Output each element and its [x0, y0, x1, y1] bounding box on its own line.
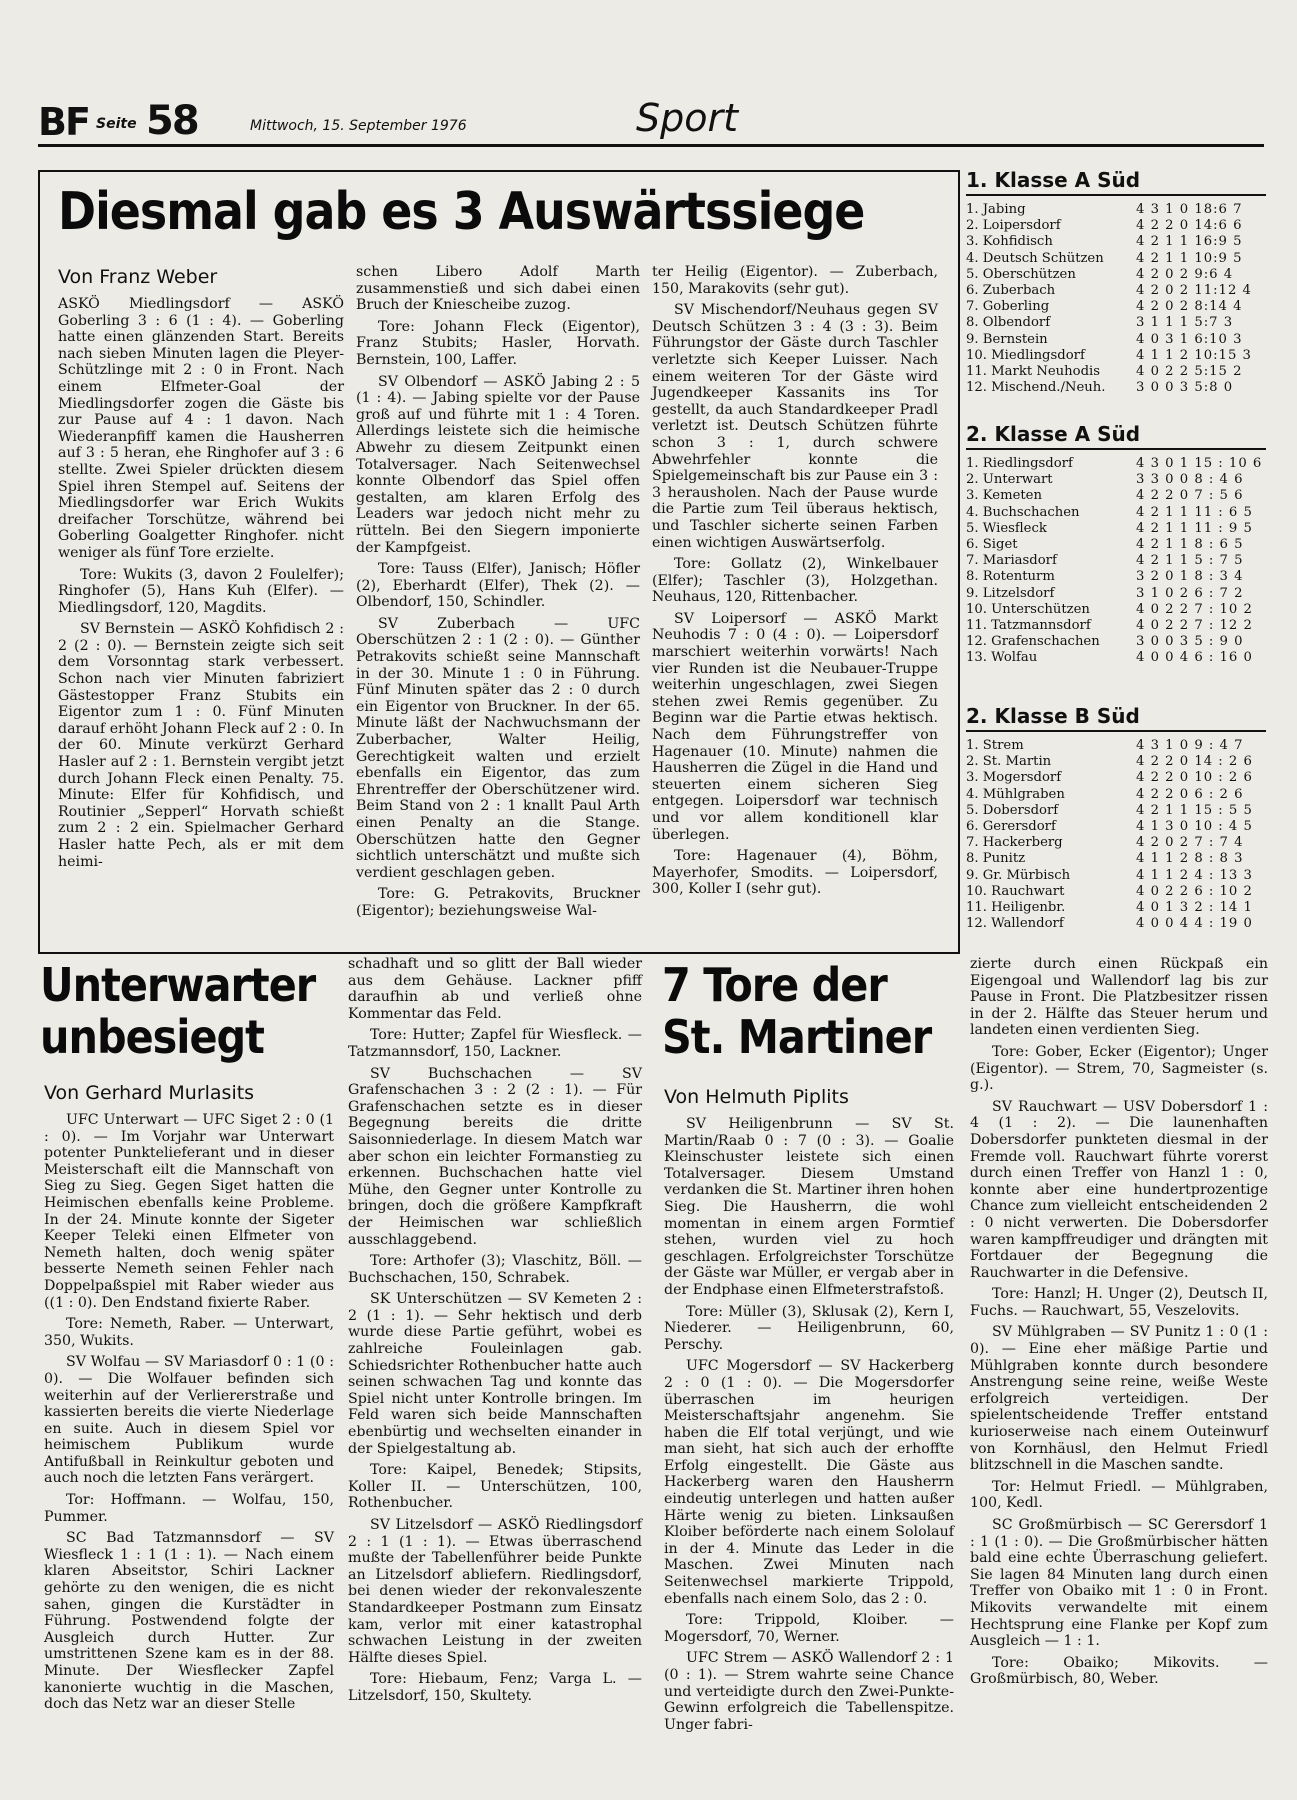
paragraph: SV Mischendorf/Neuhaus gegen SV Deutsch Schützen 3 : 4 (3 : 3). Beim Führungstor der Gäste durch Taschler verletzte sich Keeper Luisser. Nach einem weiteren Tor der Gäste wird Jugendkeeper Kassanits ins Tor gestellt, da auch Standardkeeper Pradl verletzt ist. Deutsch Schützen führte schon 3 : 1, durch schwere Abwehrfehler konnte die Spielgemeinschaft bis zur Pause ein 3 : 3 herausholen. Nach der Pause wurde die Partie zum Teil überaus hektisch, und Taschler sicherte seinen Farben einen wichtigen Auswärtserfolg. [652, 302, 938, 551]
unterwart-byline: Von Gerhard Murlasits [44, 1082, 255, 1104]
paragraph: Tore: Gober, Ecker (Eigentor); Unger (Eigentor). — Strem, 70, Sagmeister (s. g.). [970, 1043, 1268, 1094]
table-row: 3. Mogersdorf 4 2 2 0 10 : 2 6 [966, 770, 1253, 786]
table-row: 12. Mischend./Neuh. 3 0 0 3 5:8 0 [966, 380, 1234, 396]
paragraph: SV Litzelsdorf — ASKÖ Riedlingsdorf 2 : 1 (1 : 1). — Etwas überraschend mußte der Tabellenführer beide Punkte an Litzelsdorf abliefern. Riedlingsdorf, bei denen wieder der rekonvaleszente Standardkeeper Postmann zum Einsatz kam, verlor mit einer katastrophal schwachen Leistung in der zweiten Hälfte dieses Spiel. [348, 1517, 642, 1666]
paragraph: Tore: Nemeth, Raber. — Unterwart, 350, Wukits. [44, 1316, 334, 1349]
table-row: 9. Gr. Mürbisch 4 1 1 2 4 : 13 3 [966, 867, 1253, 883]
table-row: 2. St. Martin 4 2 2 0 14 : 2 6 [966, 754, 1253, 770]
seite-label: Seite [96, 116, 137, 132]
table-row: 1. Strem 4 3 1 0 9 : 4 7 [966, 738, 1244, 753]
main-column-1 [58, 296, 344, 875]
table-row: 1. Riedlingsdorf 4 3 0 1 15 : 10 6 [966, 456, 1263, 471]
paragraph: Tore: Wukits (3, davon 2 Foulelfer); Ringhofer (5), Hans Kuh (Elfer). — Miedlingsdorf, 120, Magdits. [58, 566, 344, 616]
paragraph: UFC Unterwart — UFC Siget 2 : 0 (1 : 0). — Im Vorjahr war Unterwart potenter Punktelieferant und in dieser Meisterschaft eilt die Mannschaft von Sieg zu Sieg. Gegen Siget hatten die Heimischen ebenfalls keine Probleme. In der 24. Minute konnte der Sigeter Keeper Teleki einen Elfmeter von Nemeth halten, doch wenig später besserte Nemeth seinen Fehler nach Doppelpaßspiel mit Raber wieder aus ((1 : 0). Den Endstand fixierte Raber. [44, 1112, 334, 1311]
table-row: 4. Deutsch Schützen 4 2 1 1 10:9 5 [966, 250, 1243, 266]
paragraph: Tore: Trippold, Kloiber. — Mogersdorf, 70, Werner. [664, 1612, 954, 1645]
paragraph: Tor: Hoffmann. — Wolfau, 150, Pummer. [44, 1492, 334, 1525]
table-row: 2. Unterwart 3 3 0 0 8 : 4 6 [966, 472, 1244, 488]
unterwart-column-2 [348, 956, 642, 1710]
martin-column-2 [970, 956, 1268, 1693]
paragraph: Tore: Hagenauer (4), Böhm, Mayerhofer, Smodits. — Loipersdorf, 300, Koller I (sehr gut). [652, 848, 938, 898]
table-row: 12. Grafenschachen 3 0 0 3 5 : 9 0 [966, 634, 1244, 650]
paragraph: schen Libero Adolf Marth zusammenstieß und sich dabei einen Bruch der Kniescheibe zuzog. [356, 264, 640, 314]
table-row: 6. Siget 4 2 1 1 8 : 6 5 [966, 537, 1244, 553]
table-row: 9. Litzelsdorf 3 1 0 2 6 : 7 2 [966, 585, 1244, 601]
table-2-klasse-a-sued [966, 422, 1266, 667]
main-column-3 [652, 264, 938, 903]
paragraph: SV Zuberbach — UFC Oberschützen 2 : 1 (2 : 0). — Günther Petrakovits schießt seine Mannschaft in der 30. Minute 1 : 0 in Führung. Fünf Minuten später das 2 : 0 durch ein Eigentor von Bruckner. In der 65. Minute läßt der Nachwuchsmann der Zuberbacher, Walter Heilig, Gerechtigkeit walten und erzielt ebenfalls ein Eigentor, das zum Ehrentreffer der Oberschützener wird. Beim Stand von 2 : 1 knallt Paul Arth einen Penalty an die Stange. Oberschützen hatte den Gegner sichtlich unterschätzt und mußte sich verdient geschlagen geben. [356, 615, 640, 881]
martin-headline-line-2: St. Martiner [662, 1010, 932, 1064]
paragraph: Tore: Hanzl; H. Unger (2), Deutsch II, Fuchs. — Rauchwart, 55, Veszelovits. [970, 1286, 1268, 1319]
table-row: 2. Loipersdorf 4 2 2 0 14:6 6 [966, 218, 1243, 234]
table-row: 6. Zuberbach 4 2 0 2 11:12 4 [966, 283, 1252, 299]
paragraph: SV Mühlgraben — SV Punitz 1 : 0 (1 : 0). — Eine eher mäßige Partie und Mühlgraben konnte durch besondere Anstrengung seine reine, weiße Weste erfolgreich verteidigen. Der spielentscheidende Treffer entstand kurioserweise nach einem Outeinwurf von Kornhäusl, den Helmut Friedl blitzschnell in die Maschen sandte. [970, 1324, 1268, 1474]
paragraph: UFC Strem — ASKÖ Wallendorf 2 : 1 (0 : 1). — Strem wahrte seine Chance und verteidigte durch den Zwei-Punkte-Gewinn erfolgreich die Tabellenspitze. Unger fabri- [664, 1650, 954, 1733]
paragraph: Tore: Gollatz (2), Winkelbauer (Elfer); Taschler (3), Holzgethan. Neuhaus, 120, Rittenbacher. [652, 556, 938, 606]
paragraph: SV Bernstein — ASKÖ Kohfidisch 2 : 2 (2 : 0). — Bernstein zeigte sich seit dem Vorsonntag stark verbessert. Schon nach vier Minuten fabriziert Gästestopper Franz Stubits ein Eigentor zum 1 : 0. Fünf Minuten darauf erhöht Johann Fleck auf 2 : 0. In der 60. Minute verkürzt Gerhard Hasler auf 2 : 1. Bernstein vergibt jetzt durch Johann Fleck einen Penalty. 75. Minute: Elfer für Kohfidisch, und Routinier „Sepperl“ Horvath schießt zum 2 : 2 ein. Spielmacher Gerhard Hasler hatte Pech, als er mit dem heimi- [58, 621, 344, 870]
main-byline: Von Franz Weber [58, 266, 218, 288]
paragraph: SV Loipersorf — ASKÖ Markt Neuhodis 7 : 0 (4 : 0). — Loipersdorf marschiert weiterhin vorwärts! Nach vier Runden ist die Neubauer-Truppe weiterhin ungeschlagen, zwei Siegen stehen zwei Remis gegenüber. Zu Beginn war die Partie etwas hektisch. Nach dem Führungstreffer von Hagenauer (10. Minute) nahmen die Hausherren die Zügel in die Hand und steuerten einem sicheren Sieg entgegen. Loipersdorf war technisch und vor allem konditionell klar überlegen. [652, 610, 938, 843]
table-row: 11. Markt Neuhodis 4 0 2 2 5:15 2 [966, 364, 1243, 380]
paragraph: Tore: Arthofer (3); Vlaschitz, Böll. — Buchschachen, 150, Schrabek. [348, 1253, 642, 1286]
table-row: 11. Heiligenbr. 4 0 1 3 2 : 14 1 [966, 900, 1253, 916]
table-row: 5. Wiesfleck 4 2 1 1 11 : 9 5 [966, 520, 1253, 536]
section-title: Sport [636, 96, 739, 140]
paragraph: Tore: Kaipel, Benedek; Stipsits, Koller II. — Unterschützen, 100, Rothenbucher. [348, 1462, 642, 1512]
table-row: 11. Tatzmannsdorf 4 0 2 2 7 : 12 2 [966, 618, 1253, 634]
table-row: 12. Wallendorf 4 0 0 4 4 : 19 0 [966, 916, 1253, 932]
newspaper-logo: BF [38, 100, 89, 144]
table-row: 8. Rotenturm 3 2 0 1 8 : 3 4 [966, 569, 1244, 585]
martin-headline-line-1: 7 Tore der [662, 958, 887, 1012]
table-row: 10. Miedlingsdorf 4 1 1 2 10:15 3 [966, 347, 1252, 363]
table-title: 1. Klasse A Süd [966, 168, 1266, 196]
paragraph: SC Großmürbisch — SC Gerersdorf 1 : 1 (1 : 0). — Die Großmürbischer hätten bald eine echte Überraschung geliefert. Sie lagen 84 Minuten lang durch einen Treffer von Obaiko mit 1 : 0 in Front. Mikovits verwandelte mit einem Hechtsprung eine Flanke per Kopf zum Ausgleich — 1 : 1. [970, 1517, 1268, 1650]
paragraph: ter Heilig (Eigentor). — Zuberbach, 150, Marakovits (sehr gut). [652, 264, 938, 297]
table-row: 6. Gerersdorf 4 1 3 0 10 : 4 5 [966, 819, 1253, 835]
paragraph: Tore: G. Petrakovits, Bruckner (Eigentor); beziehungsweise Wal- [356, 886, 640, 919]
martin-byline: Von Helmuth Piplits [664, 1086, 849, 1108]
paragraph: SV Buchschachen — SV Grafenschachen 3 : 2 (2 : 1). — Für Grafenschachen setzte es in dieser Begegnung bereits die dritte Saisonniederlage. In diesem Match war aber schon ein leichter Formanstieg zu erkennen. Buchschachen hatte viel Mühe, den Gegner unter Kontrolle zu bringen, doch die größere Kampfkraft der Heimischen war schließlich ausschlaggebend. [348, 1065, 642, 1248]
unterwart-headline-line-2: unbesiegt [40, 1010, 264, 1064]
paragraph: Tor: Helmut Friedl. — Mühlgraben, 100, Kedl. [970, 1478, 1268, 1512]
paragraph: SV Olbendorf — ASKÖ Jabing 2 : 5 (1 : 4). — Jabing spielte vor der Pause groß auf und führte mit 1 : 4 Toren. Allerdings leistete sich die heimische Abwehr zu diesem Zeitpunkt einen Totalversager. Nach Seitenwechsel konnte Olbendorf das Spiel offen gestalten, am klaren Erfolg des Leaders war jedoch nicht mehr zu rütteln. Bei den Siegern imponierte der Kampfgeist. [356, 373, 640, 556]
unterwart-column-1 [44, 1112, 334, 1718]
table-row: 10. Unterschützen 4 0 2 2 7 : 10 2 [966, 601, 1253, 617]
paragraph: Tore: Hiebaum, Fenz; Varga L. — Litzelsdorf, 150, Skultety. [348, 1671, 642, 1704]
paragraph: UFC Mogersdorf — SV Hackerberg 2 : 0 (1 : 0). — Die Mogersdorfer überraschen im heurigen Meisterschaftsjahr angenehm. Sie haben die Elf total verjüngt, und wie man sieht, hat sich auch der erhoffte Erfolg eingestellt. Die Gäste aus Hackerberg waren den Hausherrn eindeutig unterlegen und hatten außer Härte wenig zu bieten. Linksaußen Kloiber beförderte nach einem Sololauf in der 4. Minute das Leder in die Maschen. Zwei Minuten nach Seitenwechsel markierte Trippold, ebenfalls nach einem Solo, das 2 : 0. [664, 1358, 954, 1607]
table-1-klasse-a-sued [966, 168, 1266, 396]
table-row: 7. Hackerberg 4 2 0 2 7 : 7 4 [966, 835, 1244, 851]
table-title: 2. Klasse B Süd [966, 704, 1266, 732]
paragraph: Tore: Obaiko; Mikovits. — Großmürbisch, 80, Weber. [970, 1654, 1268, 1688]
issue-date: Mittwoch, 15. September 1976 [250, 118, 467, 134]
paragraph: SC Bad Tatzmannsdorf — SV Wiesfleck 1 : 1 (1 : 1). — Nach einem klaren Abseitstor, Schiri Lackner gehörte zu den wenigen, die es nicht sahen, gingen die Kurstädter in Führung. Postwendend folgte der Ausgleich durch Hutter. Zur umstrittenen Szene kam es in der 88. Minute. Der Wiesflecker Zapfel kanonierte wuchtig in die Maschen, doch das Netz war an dieser Stelle [44, 1530, 334, 1713]
table-row: 3. Kohfidisch 4 2 1 1 16:9 5 [966, 234, 1243, 250]
paragraph: SV Wolfau — SV Mariasdorf 0 : 1 (0 : 0). — Die Wolfauer befinden sich weiterhin auf der Verliererstraße und kassierten bereits die vierte Niederlage en suite. Auch in diesem Spiel vor heimischem Publikum wurde Antifußball in Reinkultur geboten und auch noch die letzten Fans verärgert. [44, 1354, 334, 1487]
main-headline: Diesmal gab es 3 Auswärtssiege [58, 182, 865, 242]
table-row: 1. Jabing 4 3 1 0 18:6 7 [966, 202, 1243, 217]
paragraph: Tore: Müller (3), Sklusak (2), Kern I, Niederer. — Heiligenbrunn, 60, Perschy. [664, 1303, 954, 1353]
paragraph: ASKÖ Miedlingsdorf — ASKÖ Goberling 3 : 6 (1 : 4). — Goberling hatte einen glänzenden Start. Bereits nach sieben Minuten lagen die Pleyer-Schützlinge mit 2 : 0 in Front. Nach einem Elfmeter-Goal der Miedlingsdorfer zogen die Gäste bis zur Pause auf 4 : 1 davon. Nach Wiederanpfiff kamen die Hausherren auf 3 : 5 heran, ehe Ringhofer auf 3 : 6 stellte. Zwei Spieler drückten diesem Spiel ihren Stempel auf. Seitens der Miedlingsdorfer war Erich Wukits dreifacher Torschütze, während bei Goberling Goalgetter Ringhofer. nicht weniger als fünf Tore erzielte. [58, 296, 344, 561]
table-row: 9. Bernstein 4 0 3 1 6:10 3 [966, 331, 1243, 347]
page-number: 58 [146, 98, 198, 144]
table-row: 8. Olbendorf 3 1 1 1 5:7 3 [966, 315, 1234, 331]
table-row: 3. Kemeten 4 2 2 0 7 : 5 6 [966, 488, 1244, 504]
paragraph: SV Heiligenbrunn — SV St. Martin/Raab 0 : 7 (0 : 3). — Goalie Kleinschuster leistete sich einen Totalversager. Diesem Umstand verdanken die St. Martiner ihren hohen Sieg. Die Hausherrn, die wohl momentan in einem argen Formtief stehen, wurden viel zu hoch geschlagen. Erfolgreichster Torschütze der Gäste war Müller, er vergab aber in der Endphase einen Elfmeterstrafstoß. [664, 1116, 954, 1298]
paragraph: schadhaft und so glitt der Ball wieder aus dem Gehäuse. Lackner pfiff daraufhin ab und verließ ohne Kommentar das Feld. [348, 956, 642, 1022]
table-row: 5. Dobersdorf 4 2 1 1 15 : 5 5 [966, 802, 1253, 818]
paragraph: SK Unterschützen — SV Kemeten 2 : 2 (1 : 1). — Sehr hektisch und derb wurde diese Partie geführt, wobei es zahlreiche Fouleinlagen gab. Schiedsrichter Rothenbucher hatte auch seinen schwachen Tag und konnte das Spiel nicht unter Kontrolle bringen. Im Feld waren sich beide Mannschaften ebenbürtig und wechselten einander in der Spielgestaltung ab. [348, 1291, 642, 1457]
table-row: 7. Goberling 4 2 0 2 8:14 4 [966, 299, 1243, 315]
table-row: 4. Buchschachen 4 2 1 1 11 : 6 5 [966, 504, 1253, 520]
page-header [38, 96, 1264, 147]
main-column-2 [356, 264, 640, 925]
table-row: 7. Mariasdorf 4 2 1 1 5 : 7 5 [966, 553, 1244, 569]
table-2-klasse-b-sued [966, 704, 1266, 932]
paragraph: SV Rauchwart — USV Dobersdorf 1 : 4 (1 : 2). — Die launenhaften Dobersdorfer punkteten diesmal in der Fremde voll. Rauchwart führte vorerst durch einen Treffer von Hanzl 1 : 0, konnte aber eine hundertprozentige Chance zum vielleicht entscheidenden 2 : 0 nicht verwerten. Die Dobersdorfer waren kampffreudiger und drängten mit Fortdauer der Begegnung die Rauchwarter in die Defensive. [970, 1098, 1268, 1281]
unterwart-headline-line-1: Unterwarter [40, 958, 316, 1012]
paragraph: Tore: Tauss (Elfer), Janisch; Höfler (2), Eberhardt (Elfer), Thek (2). — Olbendorf, 150, Schindler. [356, 561, 640, 611]
paragraph: Tore: Hutter; Zapfel für Wiesfleck. — Tatzmannsdorf, 150, Lackner. [348, 1027, 642, 1060]
table-row: 5. Oberschützen 4 2 0 2 9:6 4 [966, 266, 1234, 282]
table-row: 4. Mühlgraben 4 2 2 0 6 : 2 6 [966, 786, 1244, 802]
table-row: 10. Rauchwart 4 0 2 2 6 : 10 2 [966, 883, 1253, 899]
table-row: 13. Wolfau 4 0 0 4 6 : 16 0 [966, 650, 1253, 666]
martin-column-1 [664, 1116, 954, 1738]
table-row: 8. Punitz 4 1 1 2 8 : 8 3 [966, 851, 1244, 867]
table-title: 2. Klasse A Süd [966, 422, 1266, 450]
paragraph: Tore: Johann Fleck (Eigentor), Franz Stubits; Hasler, Horvath. Bernstein, 100, Laffer. [356, 318, 640, 368]
paragraph: zierte durch einen Rückpaß ein Eigengoal und Wallendorf lag bis zur Pause in Front. Die Platzbesitzer rissen in der 2. Hälfte das Steuer herum und landeten einen verdienten Sieg. [970, 956, 1268, 1039]
